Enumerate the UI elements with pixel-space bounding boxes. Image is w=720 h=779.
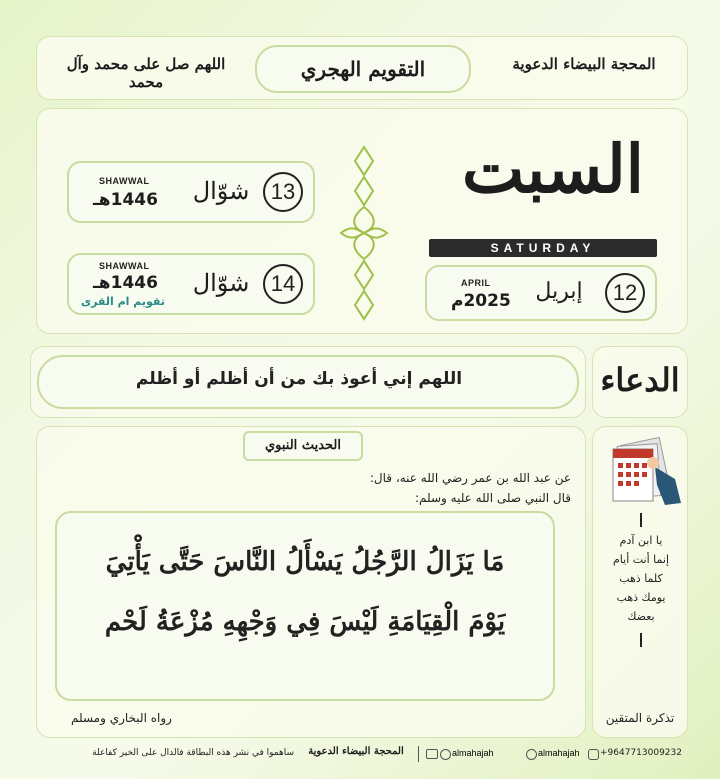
hijri-date-row-1 (67, 161, 315, 223)
header-bar (36, 36, 688, 100)
date-card (36, 108, 688, 334)
hijri-day-number: 13 (263, 172, 303, 212)
footer-handle-1: almahajah (538, 748, 580, 758)
hijri-date-row-2 (67, 253, 315, 315)
calendar-pages-icon (599, 433, 685, 507)
hijri-month-arabic: شوّال (192, 269, 250, 297)
footer-handle-2: almahajah (452, 748, 494, 758)
gregorian-month-arabic: إبريل (535, 279, 583, 304)
org-name: المحجة البيضاء الدعوية (512, 55, 656, 73)
reminder-line: كلما ذهب (619, 572, 663, 585)
footer-org-name: المحجة البيضاء الدعوية (308, 746, 404, 757)
hijri-month-english: SHAWWAL (99, 176, 150, 186)
hadith-source: رواه البخاري ومسلم (71, 711, 172, 725)
dua-title-card (592, 346, 688, 418)
dua-card (30, 346, 586, 418)
hadith-text-frame (55, 511, 555, 701)
dua-text: اللهم إني أعوذ بك من أن أظلم أو أظلم (135, 369, 463, 389)
gregorian-year: 2025م (451, 291, 511, 311)
footer-bar (0, 742, 720, 768)
hadith-narrator-line-2: قال النبي صلى الله عليه وسلم: (414, 491, 571, 505)
reminder-line: إنما أنت أيام (612, 553, 670, 566)
telegram-icon (526, 749, 537, 760)
reminder-line: يا ابن آدم (619, 534, 663, 547)
instagram-icon (588, 749, 599, 760)
gregorian-month-english: APRIL (461, 278, 491, 288)
reminder-line: بعضك (627, 610, 655, 623)
hijri-month-arabic: شوّال (192, 177, 250, 205)
gregorian-day-number: 12 (605, 273, 645, 313)
dua-text-frame (37, 355, 579, 409)
hadith-narrator-line-1: عن عبد الله بن عمر رضي الله عنه، قال: (369, 471, 571, 485)
gregorian-date-row (425, 265, 657, 321)
reminder-lines (597, 531, 685, 626)
day-name-english-band (429, 239, 657, 257)
ornament-divider-icon (337, 143, 391, 323)
youtube-icon (426, 749, 438, 759)
day-name-english: SATURDAY (490, 241, 596, 255)
hijri-month-english: SHAWWAL (99, 261, 150, 271)
footer-phone: +9647713009232 (600, 748, 682, 758)
reminder-divider-top (640, 513, 642, 527)
dua-title: الدعاء (600, 361, 680, 399)
hadith-card (36, 426, 586, 738)
hadith-label: الحديث النبوي (264, 438, 341, 453)
reminder-card (592, 426, 688, 738)
hijri-year: 1446هـ (93, 190, 158, 210)
hijri-year: 1446هـ (93, 273, 158, 293)
footer-separator (418, 746, 419, 762)
umm-al-qura-note: تقويم ام القرى (81, 295, 165, 308)
hadith-label-frame (243, 431, 363, 461)
reminder-divider-bottom (640, 633, 642, 647)
reminder-caption: تذكرة المتقين (605, 711, 675, 725)
hadith-text-line-1: مَا يَزَالُ الرَّجُلُ يَسْأَلُ النَّاسَ حَتَّى يَأْتِيَ (105, 547, 505, 577)
footer-share-text: ساهموا في نشر هذه البطاقة فالدال على الخير كفاعلة (92, 748, 294, 758)
day-name-arabic: السبت (461, 130, 645, 208)
salawat-text: اللهم صل على محمد وآل محمد (66, 55, 226, 91)
facebook-icon (440, 749, 451, 760)
page-title: التقويم الهجري (300, 57, 426, 81)
hijri-day-number: 14 (263, 264, 303, 304)
hadith-text-line-2: يَوْمَ الْقِيَامَةِ لَيْسَ فِي وَجْهِهِ مُزْعَةُ لَحْم (104, 607, 506, 637)
reminder-line: يومك ذهب (616, 591, 666, 604)
header-title-frame (255, 45, 471, 93)
